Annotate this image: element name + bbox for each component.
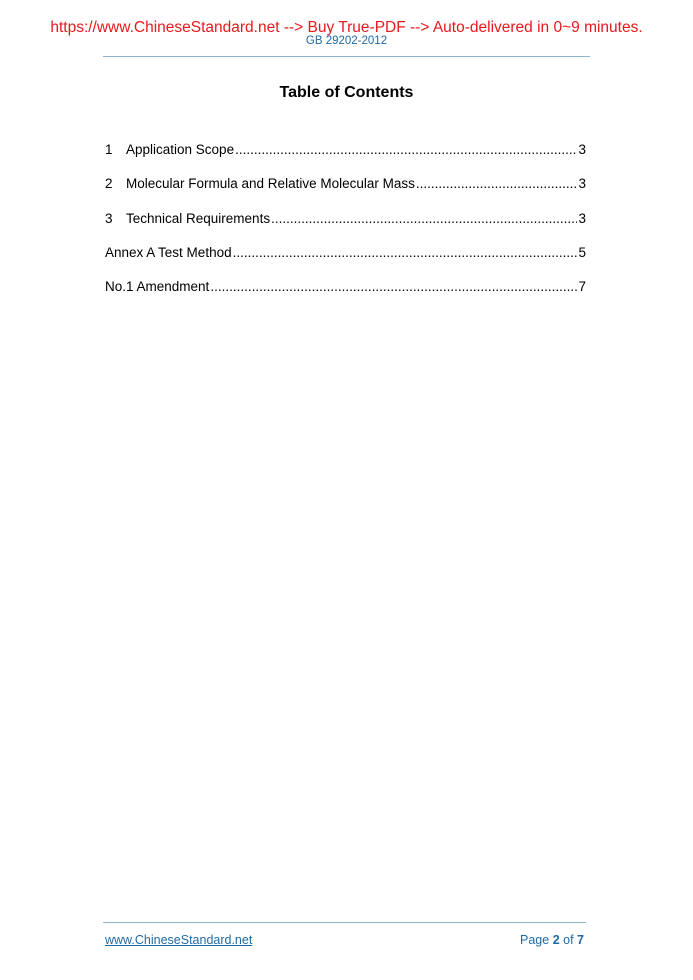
toc-entry-technical-requirements[interactable] [105,210,586,244]
page-label: Page [520,933,550,947]
toc-title: Table of Contents [279,84,414,101]
page-indicator [520,933,584,948]
toc-dot-leader [210,278,577,295]
toc-dot-leader [235,141,577,158]
toc-entry-page: 5 [578,244,586,260]
toc-entry-title: Application Scope [126,142,235,157]
page-of-label: of [563,933,574,947]
toc-dot-leader [271,210,577,227]
toc-entry-title: No.1 Amendment [105,279,210,295]
website-link[interactable]: www.ChineseStandard.net [105,933,253,947]
toc-entry-amendment[interactable] [105,278,586,312]
toc-entry-application-scope[interactable] [105,141,586,175]
toc-entry-page: 3 [578,176,586,192]
toc-entry-number: 2 [105,176,113,192]
purchase-banner[interactable]: https://www.ChineseStandard.net --> Buy True-PDF --> Auto-delivered in 0~9 minutes. [50,19,643,36]
toc-list [105,141,586,312]
toc-dot-leader [233,244,578,261]
toc-entry-title: Technical Requirements [126,210,271,226]
toc-entry-page: 3 [578,142,586,157]
total-pages-number: 7 [577,933,584,947]
footer-rule [103,922,586,923]
toc-entry-number: 3 [105,210,113,226]
toc-entry-page: 3 [578,210,586,226]
header-rule [103,56,590,57]
toc-dot-leader [416,175,578,192]
toc-entry-title: Annex A Test Method [105,244,232,260]
toc-entry-annex-a[interactable] [105,244,586,278]
toc-entry-molecular-formula[interactable] [105,175,586,209]
document-id: GB 29202-2012 [305,35,388,47]
toc-entry-title: Molecular Formula and Relative Molecular Mass [126,176,415,192]
toc-entry-page: 7 [578,279,586,295]
toc-entry-number: 1 [105,142,113,157]
current-page-number: 2 [552,933,560,947]
